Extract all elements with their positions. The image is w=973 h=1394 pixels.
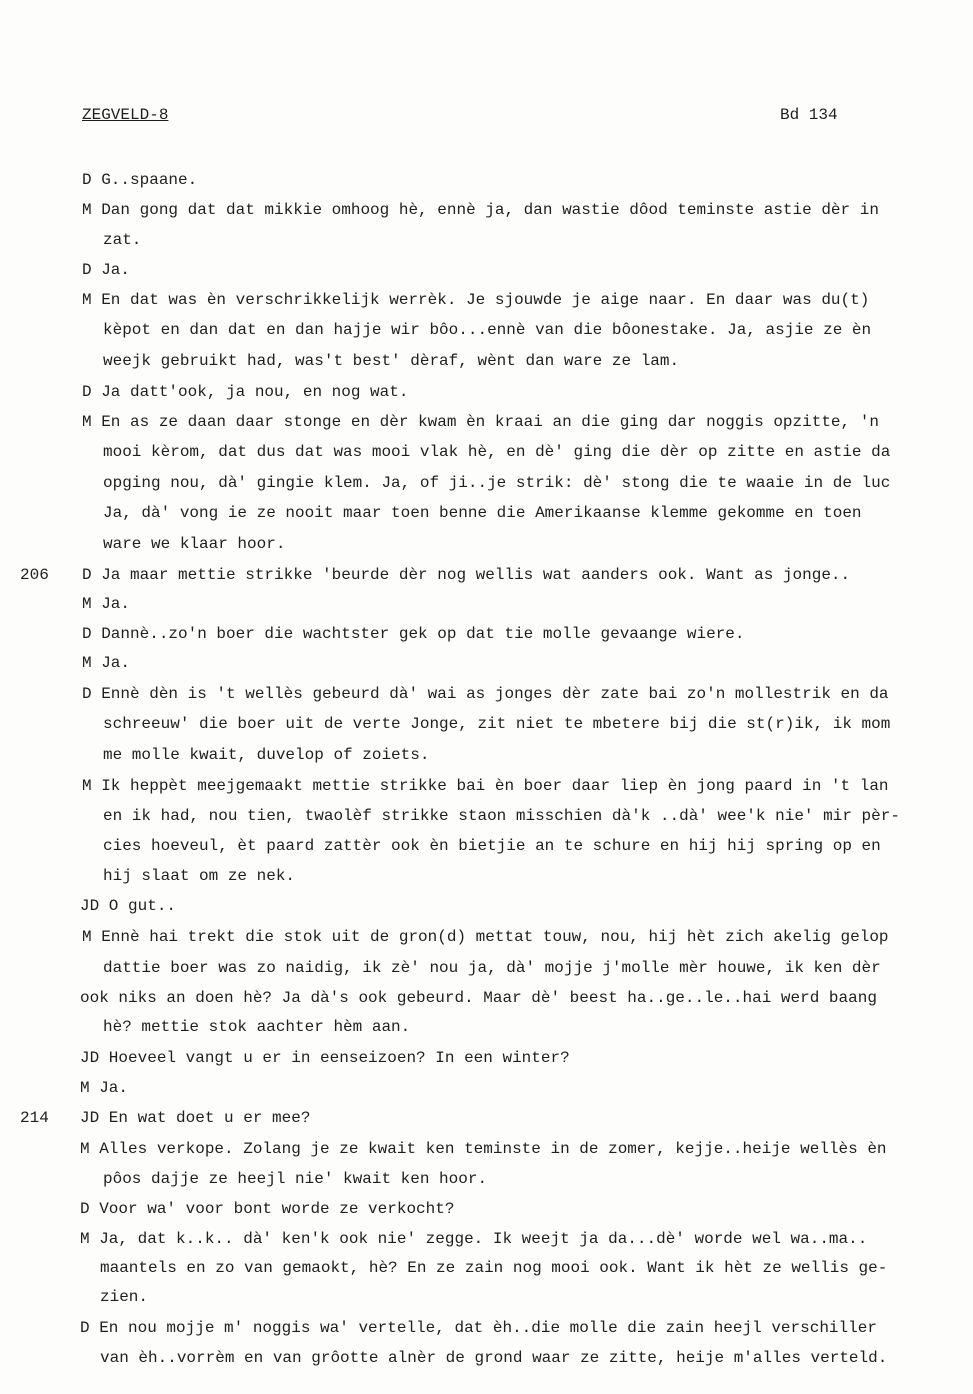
transcript-line: D Ennè dèn is 't wellès gebeurd dà' wai as jonges dèr zate bai zo'n mollestrik en da [82,685,889,703]
line-number: 214 [20,1109,49,1127]
transcript-line: me molle kwait, duvelop of zoiets. [103,746,430,764]
transcript-line: M Ja. [82,595,131,613]
transcript-line: cies hoeveul, èt paard zattèr ook èn bietjie an te schure en hij hij spring op en [103,837,881,855]
transcript-line: JD Hoeveel vangt u er in eenseizoen? In een winter? [80,1049,570,1067]
transcript-line: M En dat was èn verschrikkelijk werrèk. Je sjouwde je aige naar. En daar was du(t) [82,291,870,309]
document-header-page: Bd 134 [780,106,838,124]
transcript-line: schreeuw' die boer uit de verte Jonge, zit niet te mbetere bij die st(r)ik, ik mom [103,715,891,733]
transcript-line: M Dan gong dat dat mikkie omhoog hè, ennè ja, dan wastie dôod teminste astie dèr in [82,201,879,219]
transcript-line: dattie boer was zo naidig, ik zè' nou ja, dà' mojje j'molle mèr houwe, ik ken dèr [103,959,881,977]
transcript-line: JD En wat doet u er mee? [80,1109,311,1127]
transcript-line: JD O gut.. [80,897,177,915]
transcript-line: zien. [100,1288,149,1306]
transcript-line: kèpot en dan dat en dan hajje wir bôo...ennè van die bôonestake. Ja, asjie ze èn [103,321,872,339]
transcript-line: M Ja, dat k..k.. dà' ken'k ook nie' zegge. Ik weejt ja da...dè' worde wel wa..ma.. [80,1230,868,1248]
line-number: 206 [20,566,49,584]
transcript-line: M Ennè hai trekt die stok uit de gron(d) mettat touw, nou, hij hèt zich akelig gelop [82,928,889,946]
transcript-line: en ik had, nou tien, twaolèf strikke staon misschien dà'k ..dà' wee'k nie' mir pèr- [103,807,900,825]
transcript-line: M Ja. [80,1079,129,1097]
transcript-line: D En nou mojje m' noggis wa' vertelle, dat èh..die molle die zain heejl verschiller [80,1319,877,1337]
transcript-line: D G..spaane. [82,171,198,189]
transcript-line: van èh..vorrèm en van grôotte alnèr de grond waar ze zitte, heije m'alles verteld. [100,1349,888,1367]
transcript-line: weejk gebruikt had, was't best' dèraf, wènt dan ware ze lam. [103,352,680,370]
transcript-line: D Ja. [82,261,131,279]
transcript-line: D Ja datt'ook, ja nou, en nog wat. [82,383,409,401]
transcript-line: M Ja. [82,654,131,672]
transcript-line: zat. [103,231,142,249]
document-header-id: ZEGVELD-8 [82,106,169,124]
transcript-line: opging nou, dà' gingie klem. Ja, of ji..je strik: dè' stong die te waaie in de luc [103,474,891,492]
transcript-line: pôos dajje ze heejl nie' kwait ken hoor. [103,1170,488,1188]
transcript-line: D Voor wa' voor bont worde ze verkocht? [80,1200,455,1218]
transcript-line: maantels en zo van gemaokt, hè? En ze zain nog mooi ook. Want ik hèt ze wellis ge- [100,1259,888,1277]
transcript-line: hè? mettie stok aachter hèm aan. [103,1018,411,1036]
transcript-line: D Dannè..zo'n boer die wachtster gek op dat tie molle gevaange wiere. [82,625,745,643]
transcript-line: mooi kèrom, dat dus dat was mooi vlak hè, en dè' ging die dèr op zitte en astie da [103,443,891,461]
transcript-line: M Ik heppèt meejgemaakt mettie strikke bai èn boer daar liep èn jong paard in 't lan [82,777,889,795]
transcript-line: D Ja maar mettie strikke 'beurde dèr nog wellis wat aanders ook. Want as jonge.. [82,566,851,584]
transcript-line: ook niks an doen hè? Ja dà's ook gebeurd. Maar dè' beest ha..ge..le..hai werd baang [80,989,877,1007]
transcript-line: M En as ze daan daar stonge en dèr kwam èn kraai an die ging dar noggis opzitte, 'n [82,413,879,431]
transcript-line: hij slaat om ze nek. [103,867,296,885]
transcript-line: ware we klaar hoor. [103,535,286,553]
transcript-line: Ja, dà' vong ie ze nooit maar toen benne die Amerikaanse klemme gekomme en toen [103,504,862,522]
transcript-line: M Alles verkope. Zolang je ze kwait ken teminste in de zomer, kejje..heije wellès èn [80,1140,887,1158]
